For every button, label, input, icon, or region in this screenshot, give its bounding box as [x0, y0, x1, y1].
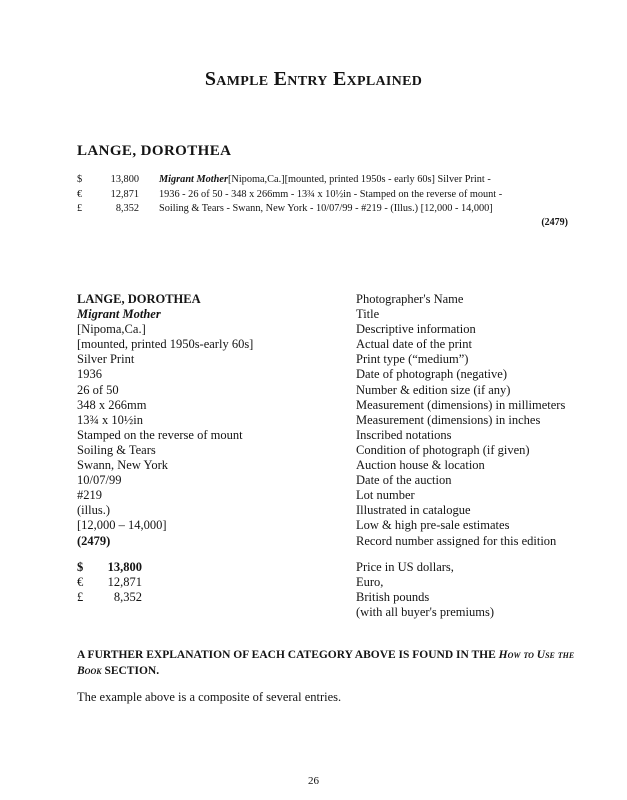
- currency-symbol: £: [77, 590, 84, 605]
- breakdown-label: Title: [356, 307, 380, 322]
- sample-entry: [77, 173, 577, 228]
- breakdown-value: Stamped on the reverse of mount: [77, 427, 243, 442]
- currency-symbol: €: [77, 575, 84, 590]
- breakdown-label: Actual date of the print: [356, 337, 472, 352]
- sample-row-eur: [77, 188, 577, 203]
- sample-text: [Nipoma,Ca.][mounted, printed 1950s - early 60s] Silver Print -: [227, 174, 491, 185]
- breakdown-value: [Nipoma,Ca.]: [77, 322, 146, 337]
- breakdown-label: Record number assigned for this edition: [356, 533, 557, 548]
- currency-amount: 8,352: [115, 203, 139, 214]
- currency-symbol: $: [77, 560, 84, 574]
- price-label: (with all buyer's premiums): [356, 605, 494, 620]
- section-reference: How to Use the Book: [77, 649, 575, 677]
- currency-symbol: $: [77, 174, 83, 185]
- currency-symbol: €: [77, 188, 83, 200]
- currency-amount: 13,800: [110, 174, 139, 185]
- sample-row-gbp: [77, 202, 577, 217]
- breakdown-label: Inscribed notations: [356, 427, 452, 442]
- breakdown-value: 348 x 266mm: [77, 397, 147, 412]
- price-row-gbp: [77, 590, 277, 605]
- price-values: [77, 560, 277, 605]
- currency-symbol: £: [77, 203, 83, 214]
- breakdown-label: Measurement (dimensions) in millimeters: [356, 397, 566, 412]
- breakdown-label: Number & edition size (if any): [356, 382, 511, 397]
- breakdown-label: Auction house & location: [356, 458, 485, 473]
- page-number: 26: [308, 775, 319, 787]
- breakdown-value: Swann, New York: [77, 458, 168, 473]
- breakdown-label: Lot number: [356, 488, 415, 503]
- breakdown-label: Low & high pre-sale estimates: [356, 518, 510, 533]
- breakdown-value: (2479): [77, 533, 111, 548]
- currency-amount: 12,871: [110, 188, 139, 200]
- breakdown-value: Silver Print: [77, 352, 135, 367]
- sample-text: 1936 - 26 of 50 - 348 x 266mm - 13¾ x 10½in - Stamped on the reverse of mount -: [159, 188, 503, 200]
- sample-title: Migrant Mother: [159, 174, 228, 185]
- breakdown-value: 1936: [77, 367, 102, 382]
- price-row-eur: [77, 575, 277, 590]
- price-label: Euro,: [356, 575, 384, 590]
- breakdown-value: 10/07/99: [77, 473, 122, 488]
- price-label: Price in US dollars,: [356, 560, 454, 574]
- breakdown-value: LANGE, DOROTHEA: [77, 292, 201, 306]
- breakdown-value: #219: [77, 488, 102, 503]
- breakdown-label: Condition of photograph (if given): [356, 442, 530, 457]
- composite-note: The example above is a composite of several entries.: [77, 690, 342, 704]
- sample-record-number: (2479): [541, 217, 568, 228]
- price-labels: [356, 560, 616, 620]
- sample-text: Soiling & Tears - Swann, New York - 10/07/99 - #219 - (Illus.) [12,000 - 14,000]: [159, 203, 493, 214]
- breakdown-values: [77, 292, 337, 549]
- breakdown-value: (illus.): [77, 503, 110, 518]
- sample-photographer-name: LANGE, DOROTHEA: [77, 143, 232, 159]
- breakdown-value: 13¾ x 10½in: [77, 412, 143, 427]
- breakdown-value: 26 of 50: [77, 382, 119, 397]
- breakdown-value: Soiling & Tears: [77, 442, 156, 457]
- sample-row-usd: [77, 173, 577, 188]
- breakdown-label: Illustrated in catalogue: [356, 503, 471, 518]
- breakdown-label: Measurement (dimensions) in inches: [356, 412, 541, 427]
- breakdown-value: Migrant Mother: [77, 307, 161, 322]
- breakdown-value: [mounted, printed 1950s-early 60s]: [77, 337, 254, 352]
- price-row-usd: [77, 560, 277, 575]
- breakdown-label: Descriptive information: [356, 322, 476, 337]
- breakdown-label: Date of photograph (negative): [356, 367, 507, 382]
- currency-amount: 13,800: [107, 560, 142, 574]
- breakdown-labels: [356, 292, 616, 549]
- currency-amount: 12,871: [107, 575, 142, 590]
- price-label: British pounds: [356, 590, 430, 605]
- breakdown-label: Date of the auction: [356, 473, 452, 488]
- breakdown-label: Print type (“medium”): [356, 352, 469, 367]
- breakdown-value: [12,000 – 14,000]: [77, 518, 167, 533]
- page-title: Sample Entry Explained: [204, 68, 423, 90]
- breakdown-label: Photographer's Name: [356, 292, 464, 306]
- currency-amount: 8,352: [113, 590, 142, 605]
- further-explanation: A FURTHER EXPLANATION OF EACH CATEGORY ABOVE IS FOUND IN THE How to Use the Book SECTION.: [77, 649, 575, 677]
